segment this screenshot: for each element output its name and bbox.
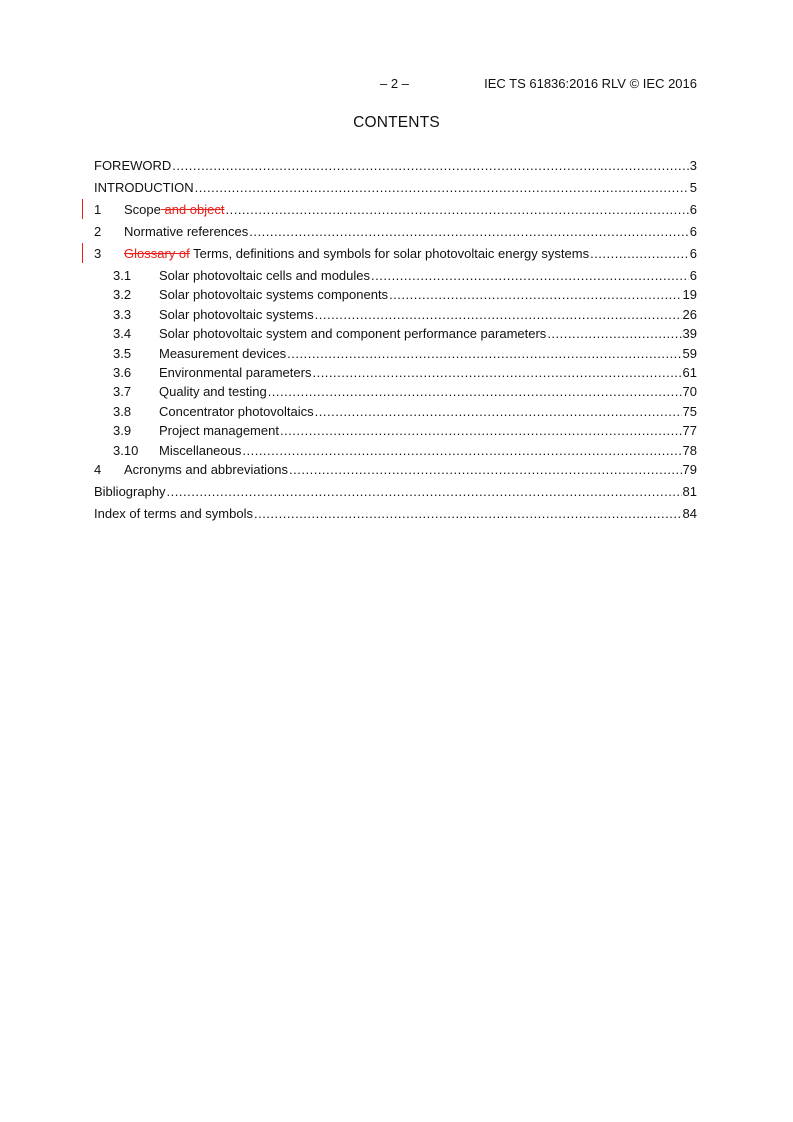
- dot-leader: [547, 326, 681, 342]
- entry-title: Scope: [124, 202, 161, 217]
- dot-leader: [249, 224, 688, 240]
- entry-number: 3: [94, 246, 102, 261]
- page-number: – 2 –: [380, 76, 409, 91]
- dot-leader: [315, 307, 682, 323]
- toc-entry-4[interactable]: [94, 462, 697, 484]
- entry-number: 3.10: [113, 442, 139, 458]
- toc-subentry[interactable]: [94, 326, 697, 345]
- toc-subentry[interactable]: [94, 307, 697, 326]
- entry-number: 3.2: [113, 287, 132, 303]
- dot-leader: [312, 365, 681, 381]
- entry-number: 3.7: [113, 384, 132, 400]
- entry-title: Solar photovoltaic systems components: [159, 287, 389, 303]
- entry-number: 2: [94, 224, 102, 239]
- entry-number: 3.5: [113, 345, 132, 361]
- dot-leader: [167, 484, 682, 500]
- entry-number: 3.3: [113, 306, 132, 322]
- toc-subentry[interactable]: [94, 443, 697, 462]
- document-id: IEC TS 61836:2016 RLV © IEC 2016: [484, 76, 697, 91]
- dot-leader: [242, 443, 681, 459]
- toc-entry-introduction[interactable]: [94, 180, 697, 202]
- dot-leader: [371, 268, 689, 284]
- entry-page: 26: [682, 306, 697, 322]
- entry-page: 6: [689, 246, 697, 261]
- entry-title: FOREWORD: [94, 158, 172, 173]
- toc-entry-foreword[interactable]: [94, 158, 697, 180]
- dot-leader: [268, 384, 682, 400]
- table-of-contents: [94, 158, 697, 528]
- dot-leader: [195, 180, 689, 196]
- entry-page: 6: [689, 268, 697, 283]
- dot-leader: [289, 462, 682, 478]
- dot-leader: [315, 404, 682, 420]
- entry-page: 5: [689, 180, 697, 195]
- entry-page: 39: [682, 326, 697, 342]
- toc-entry-1[interactable]: [94, 202, 697, 224]
- dot-leader: [225, 202, 688, 218]
- toc-subentry[interactable]: [94, 384, 697, 403]
- entry-title: Terms, definitions and symbols for solar photovoltaic energy systems: [189, 246, 590, 261]
- toc-subentry[interactable]: [94, 365, 697, 384]
- entry-title: Solar photovoltaic cells and modules: [159, 268, 371, 283]
- dot-leader: [172, 158, 688, 174]
- deleted-text: and object: [160, 202, 225, 217]
- entry-number: 3.9: [113, 423, 132, 439]
- toc-subentry[interactable]: [94, 268, 697, 287]
- entry-number: 3.6: [113, 364, 132, 380]
- toc-subentry[interactable]: [94, 423, 697, 442]
- entry-page: 84: [682, 505, 697, 521]
- entry-page: 81: [682, 483, 697, 499]
- toc-entry-index[interactable]: [94, 506, 697, 528]
- entry-page: 61: [682, 364, 697, 380]
- entry-page: 6: [689, 224, 697, 239]
- toc-entry-3[interactable]: [94, 246, 697, 268]
- entry-page: 6: [689, 202, 697, 217]
- entry-page: 3: [689, 158, 697, 173]
- entry-title: INTRODUCTION: [94, 180, 194, 195]
- entry-title: Measurement devices: [159, 345, 287, 361]
- entry-page: 75: [682, 403, 697, 419]
- entry-page: 77: [682, 423, 697, 439]
- change-bar: [82, 243, 83, 263]
- dot-leader: [254, 506, 682, 522]
- dot-leader: [287, 346, 681, 362]
- entry-title: Solar photovoltaic system and component performance parameters: [159, 326, 547, 342]
- entry-title: Concentrator photovoltaics: [159, 403, 314, 419]
- entry-title: Miscellaneous: [159, 442, 242, 458]
- entry-title: Index of terms and symbols: [94, 505, 253, 521]
- toc-subentry[interactable]: [94, 404, 697, 423]
- entry-number: 3.8: [113, 403, 132, 419]
- entry-number: 3.1: [113, 268, 132, 283]
- entry-title: Project management: [159, 423, 279, 439]
- entry-title: Environmental parameters: [159, 364, 312, 380]
- entry-title: Bibliography: [94, 483, 166, 499]
- page-title: CONTENTS: [353, 114, 440, 131]
- dot-leader: [280, 423, 682, 439]
- entry-title: Quality and testing: [159, 384, 267, 400]
- toc-entry-bibliography[interactable]: [94, 484, 697, 506]
- entry-page: 78: [682, 442, 697, 458]
- entry-number: 1: [94, 202, 102, 217]
- entry-number: 4: [94, 461, 102, 477]
- toc-subentry[interactable]: [94, 346, 697, 365]
- entry-title: Acronyms and abbreviations: [124, 461, 289, 477]
- dot-leader: [590, 246, 689, 262]
- change-bar: [82, 199, 83, 219]
- entry-page: 70: [682, 384, 697, 400]
- entry-page: 19: [682, 287, 697, 303]
- page-header: [0, 76, 697, 92]
- toc-entry-2[interactable]: [94, 224, 697, 246]
- entry-number: 3.4: [113, 326, 132, 342]
- toc-subentry[interactable]: [94, 287, 697, 306]
- deleted-text: Glossary of: [124, 246, 190, 261]
- entry-page: 79: [682, 461, 697, 477]
- dot-leader: [389, 287, 681, 303]
- entry-page: 59: [682, 345, 697, 361]
- entry-title: Solar photovoltaic systems: [159, 306, 314, 322]
- entry-title: Normative references: [124, 224, 249, 239]
